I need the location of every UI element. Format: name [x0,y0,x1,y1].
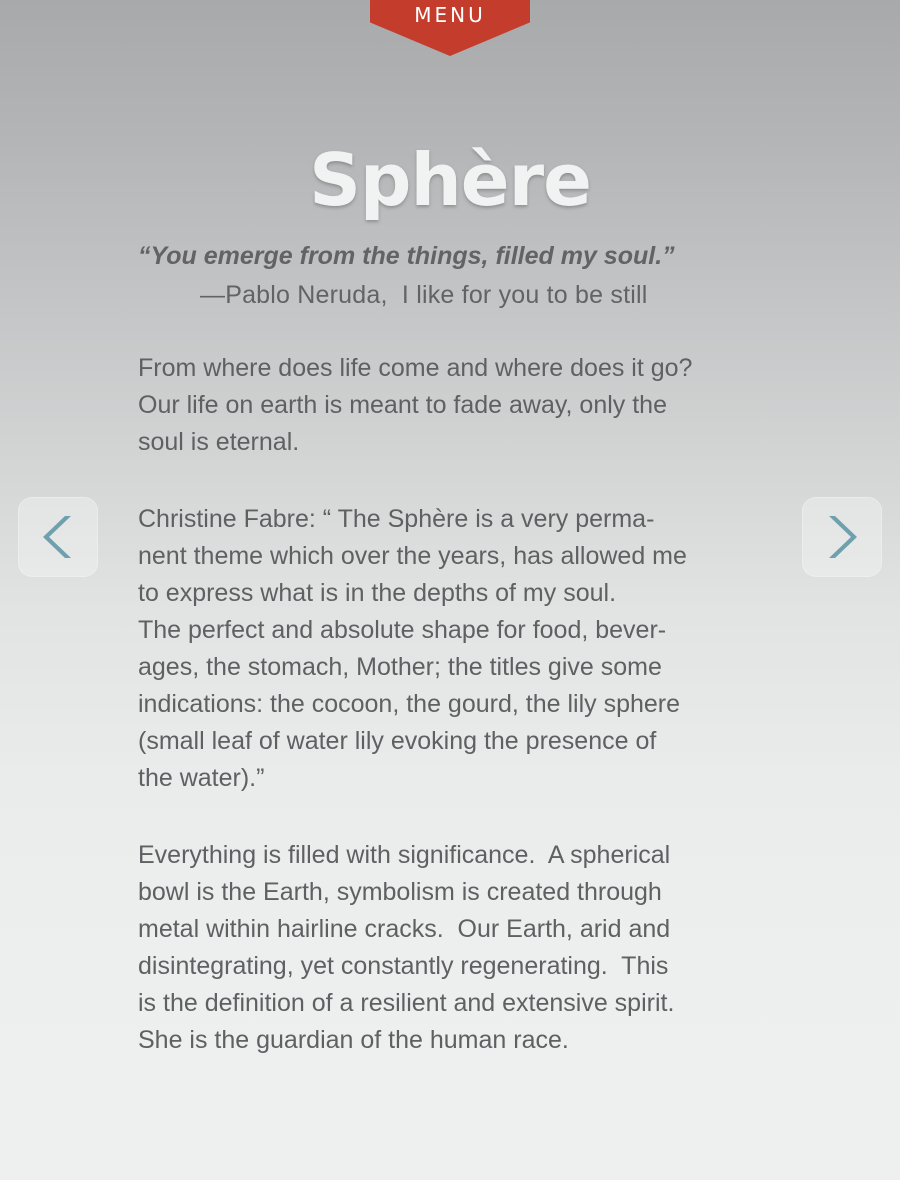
pull-quote [138,238,798,314]
pull-quote-attribution: —Pablo Neruda, I like for you to be still [200,281,648,310]
paragraph-line: is the definition of a resilient and extensive spirit. [138,988,675,1017]
paragraph-line: soul is eternal. [138,427,300,456]
menu-tab-button[interactable] [370,0,530,56]
paragraph-line: Christine Fabre: “ The Sphère is a very perma- [138,504,655,533]
paragraph-christine-fabre-quote [138,501,798,797]
paragraph-line: to express what is in the depths of my soul. [138,578,617,607]
paragraph-line: The perfect and absolute shape for food, bever- [138,615,667,644]
paragraph-line: bowl is the Earth, symbolism is created through [138,877,662,906]
page-title: Sphère [309,138,591,223]
paragraph-line: (small leaf of water lily evoking the presence of [138,726,657,755]
previous-page-label [18,497,19,498]
paragraph-line: She is the guardian of the human race. [138,1025,569,1054]
paragraph-intro [138,350,798,461]
previous-page-button[interactable] [18,497,98,577]
paragraph-line: the water).” [138,763,265,792]
chevron-left-icon [37,513,79,561]
paragraph-line: nent theme which over the years, has allowed me [138,541,687,570]
paragraph-line: ages, the stomach, Mother; the titles give some [138,652,662,681]
paragraph-line: Everything is filled with significance. A spherical [138,840,671,869]
chevron-right-icon [821,513,863,561]
paragraph-line: disintegrating, yet constantly regenerating. This [138,951,669,980]
article-content [138,238,798,1059]
menu-tab-label: MENU [414,3,486,27]
paragraph-line: From where does life come and where does it go? [138,353,693,382]
paragraph-line: Our life on earth is meant to fade away, only the [138,390,667,419]
paragraph-significance [138,837,798,1059]
paragraph-line: indications: the cocoon, the gourd, the lily sphere [138,689,681,718]
next-page-label [802,497,803,498]
next-page-button[interactable] [802,497,882,577]
paragraph-line: metal within hairline cracks. Our Earth, arid and [138,914,671,943]
pull-quote-text: “You emerge from the things, filled my soul.” [138,242,675,270]
